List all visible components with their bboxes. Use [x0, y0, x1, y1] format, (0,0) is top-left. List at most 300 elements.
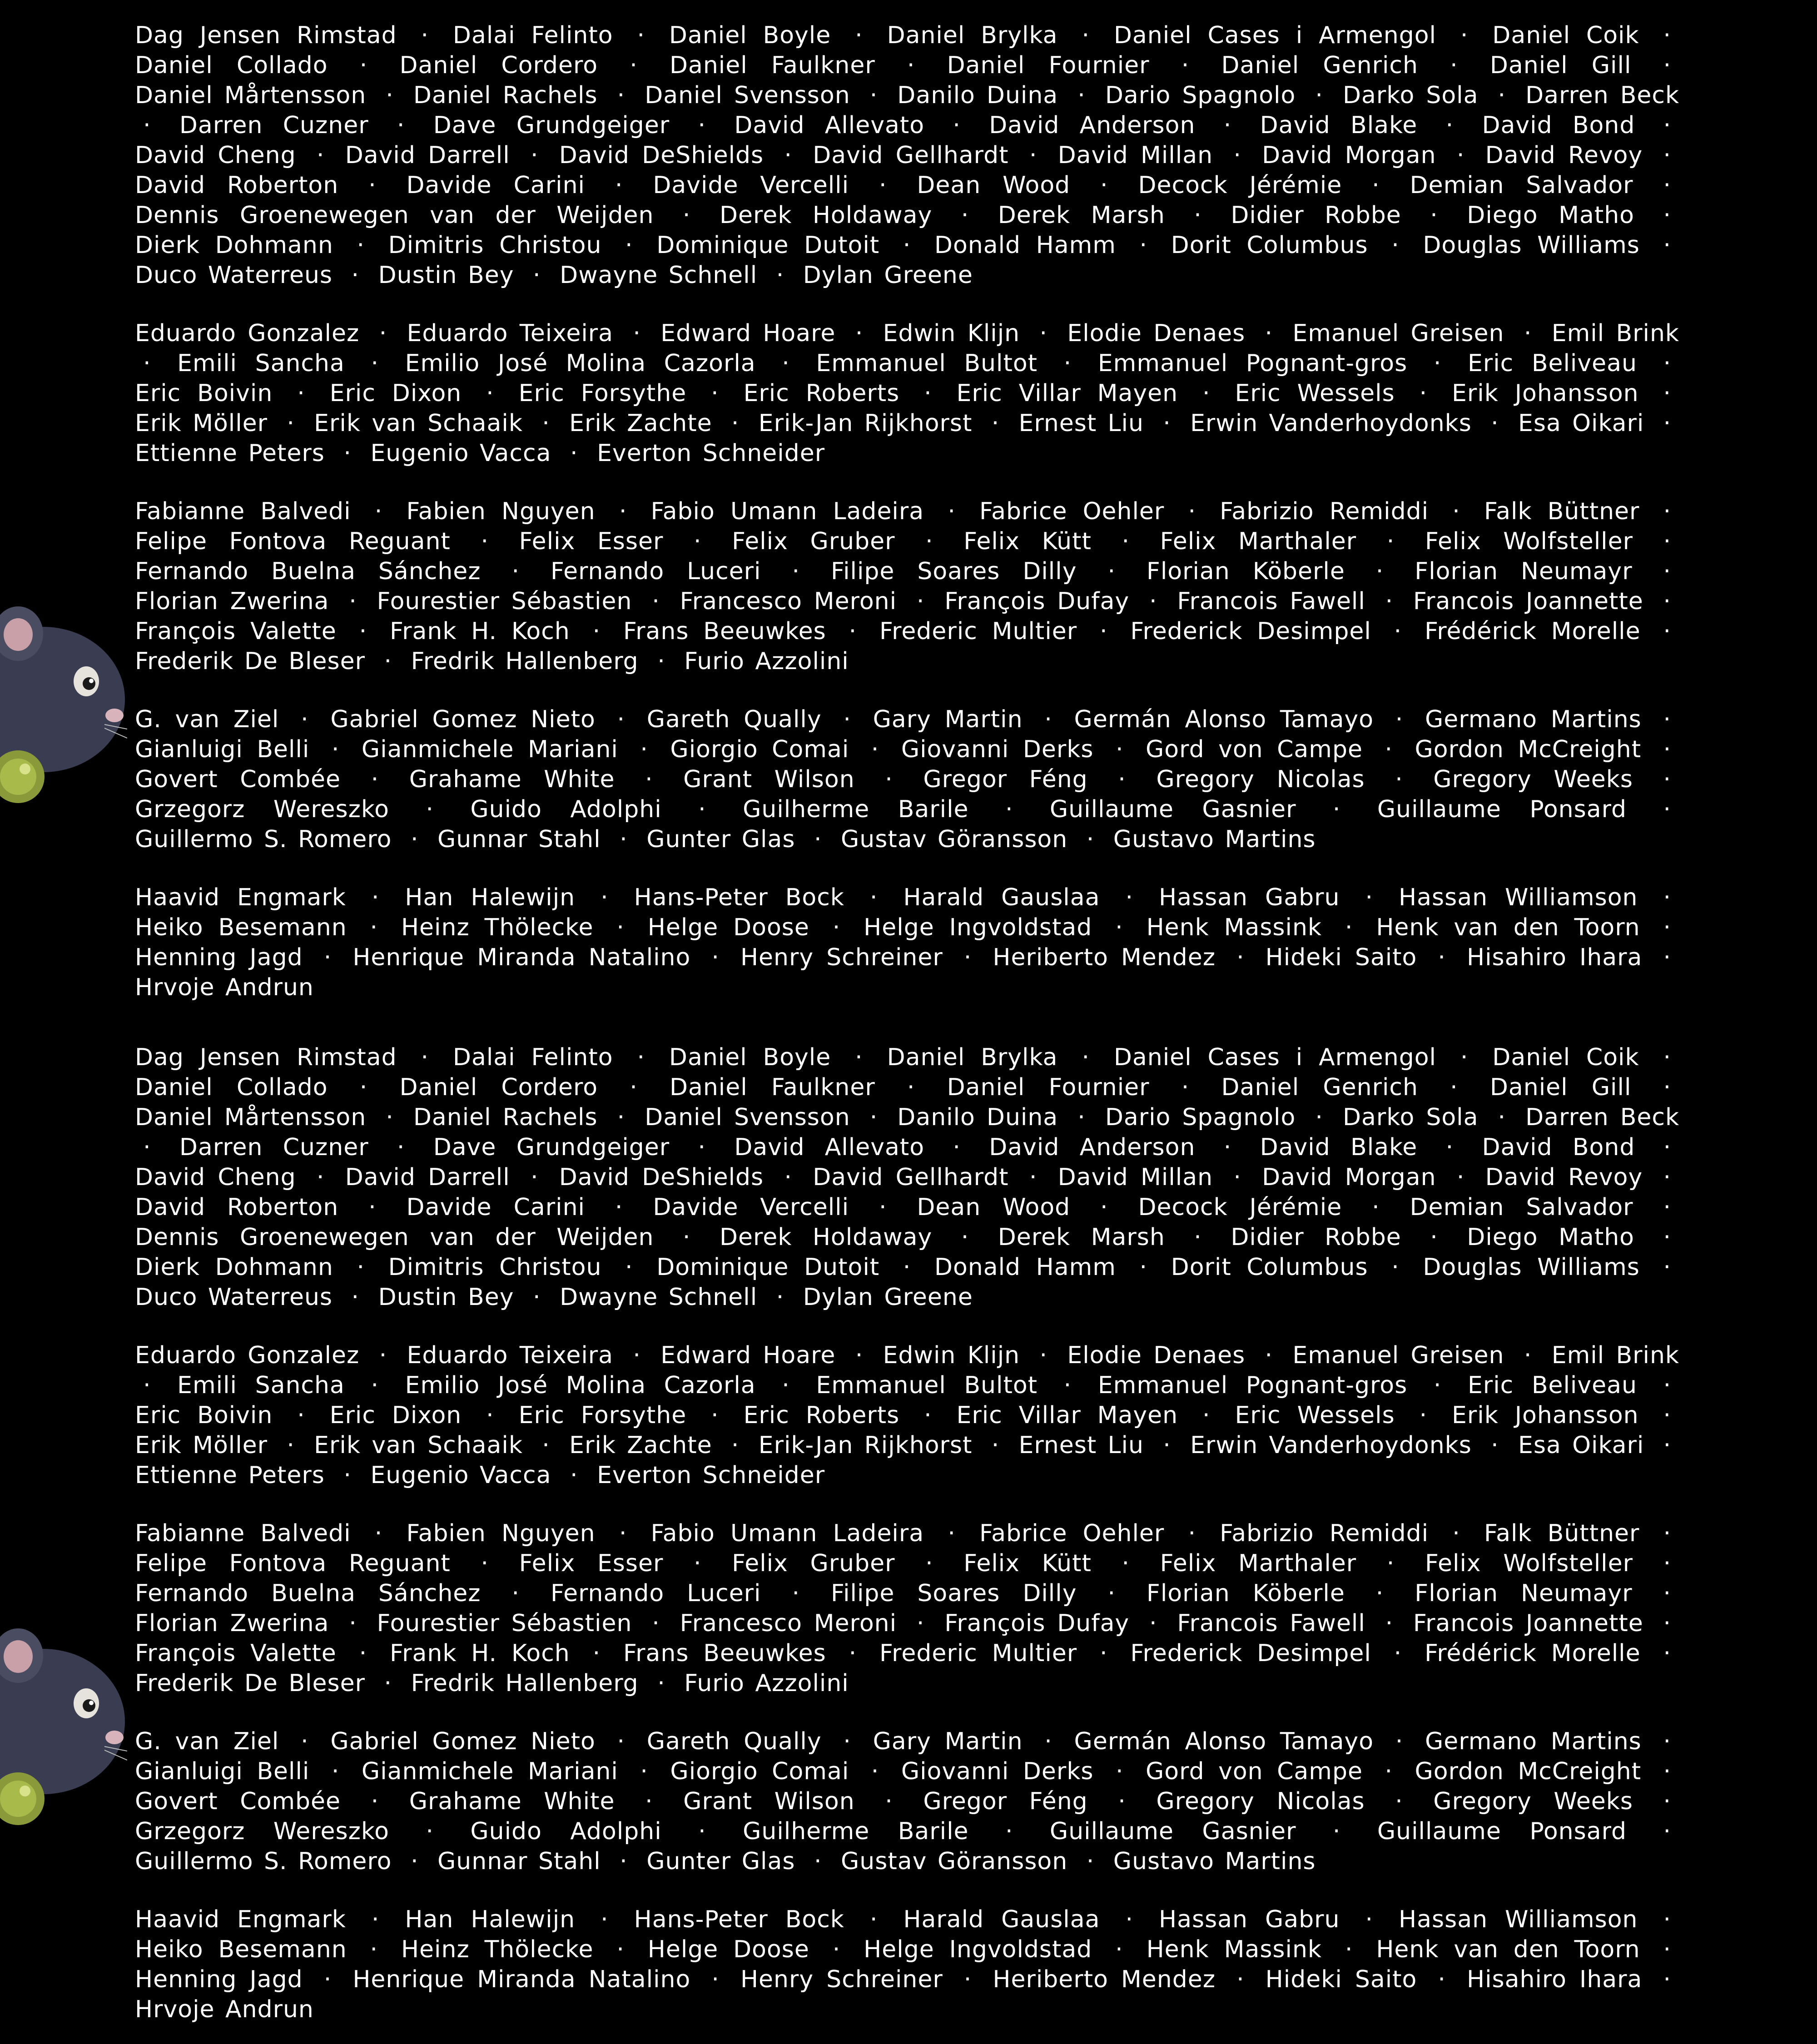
name-separator: · — [948, 1520, 956, 1547]
name-separator: · — [731, 410, 740, 437]
name-separator: · — [617, 1104, 626, 1131]
name-separator: · — [1663, 1788, 1672, 1815]
name-separator: · — [1122, 528, 1130, 555]
credit-name: Guillermo S. Romero — [135, 1848, 392, 1875]
name-separator: · — [397, 1134, 405, 1161]
name-separator: · — [1107, 558, 1116, 585]
credit-name: Gustavo Martins — [1113, 1848, 1316, 1875]
name-separator: · — [903, 1254, 911, 1281]
name-separator: · — [1005, 796, 1013, 823]
credit-name: Demian Salvador — [1410, 1194, 1633, 1221]
credit-name: Fernando Luceri — [551, 558, 761, 585]
credit-name: Grahame White — [409, 1788, 615, 1815]
name-separator: · — [963, 1966, 972, 1993]
credit-name: David Roberton — [135, 172, 339, 199]
credit-name: Eric Boivin — [135, 1402, 273, 1429]
name-separator: · — [511, 1580, 520, 1607]
credit-name: David Darrell — [345, 142, 510, 169]
credit-name: Eric Beliveau — [1467, 1372, 1637, 1399]
credit-name: Dag Jensen Rimstad — [135, 1044, 397, 1071]
name-separator: · — [511, 558, 520, 585]
name-separator: · — [782, 350, 790, 377]
name-separator: · — [384, 1670, 392, 1697]
name-separator: · — [832, 1936, 841, 1963]
name-separator: · — [1100, 1194, 1108, 1221]
name-separator: · — [682, 202, 691, 229]
credit-name: Daniel Cases i Armengol — [1113, 1044, 1436, 1071]
name-separator: · — [619, 498, 627, 525]
name-separator: · — [1663, 588, 1672, 615]
credit-name: Eduardo Teixeira — [407, 1342, 614, 1369]
credit-name: David Anderson — [989, 112, 1196, 139]
name-separator: · — [1663, 1520, 1672, 1547]
credit-name: Henning Jagd — [135, 944, 303, 971]
credit-name: Decock Jérémie — [1138, 172, 1342, 199]
credit-name: Falk Büttner — [1484, 1520, 1640, 1547]
name-separator: · — [907, 1074, 915, 1101]
credit-name: Frederik De Bleser — [135, 648, 365, 675]
credits-group — [135, 1518, 1679, 1698]
name-separator: · — [1524, 1342, 1532, 1369]
name-separator: · — [530, 142, 539, 169]
name-separator: · — [1445, 112, 1454, 139]
credit-name: David Allevato — [734, 1134, 925, 1161]
credit-name: Henrique Miranda Natalino — [352, 944, 691, 971]
name-separator: · — [630, 1074, 638, 1101]
name-separator: · — [698, 1134, 706, 1161]
credit-name: David Morgan — [1262, 142, 1436, 169]
credit-name: Hideki Saito — [1265, 1966, 1417, 1993]
name-separator: · — [1332, 796, 1341, 823]
credit-name: Emanuel Greisen — [1292, 320, 1504, 347]
credit-name: Fabien Nguyen — [406, 1520, 596, 1547]
credit-name: Hassan Williamson — [1399, 1906, 1638, 1933]
name-separator: · — [1315, 82, 1323, 109]
name-separator: · — [301, 1728, 309, 1755]
name-separator: · — [1181, 1074, 1190, 1101]
credit-name: David Allevato — [734, 112, 925, 139]
credit-name: Florian Neumayr — [1415, 558, 1633, 585]
credit-name: Ettienne Peters — [135, 1462, 325, 1489]
name-separator: · — [143, 1134, 151, 1161]
credit-name: Dimitris Christou — [388, 232, 602, 259]
name-separator: · — [1082, 1044, 1090, 1071]
credit-name: Guilherme Barile — [743, 1818, 969, 1845]
name-separator: · — [784, 1164, 792, 1191]
credits-group — [135, 20, 1679, 290]
name-separator: · — [916, 588, 925, 615]
name-separator: · — [1663, 796, 1672, 823]
credit-name: Emmanuel Pognant-gros — [1097, 350, 1408, 377]
credit-name: Eric Forsythe — [518, 380, 687, 407]
name-separator: · — [792, 558, 800, 585]
credit-name: Eduardo Gonzalez — [135, 320, 360, 347]
name-separator: · — [421, 1044, 429, 1071]
credit-name: Fabianne Balvedi — [135, 1520, 351, 1547]
name-separator: · — [410, 1848, 419, 1875]
credit-name: Frederick Desimpel — [1130, 618, 1371, 645]
credit-name: Dylan Greene — [803, 1284, 973, 1311]
name-separator: · — [1663, 528, 1672, 555]
credit-name: Davide Carini — [406, 172, 585, 199]
name-separator: · — [1419, 1402, 1428, 1429]
credit-name: Hisahiro Ihara — [1466, 1966, 1643, 1993]
credit-name: Erik-Jan Rijkhorst — [758, 410, 973, 437]
name-separator: · — [1663, 1580, 1672, 1607]
credit-name: Gianmichele Mariani — [361, 736, 618, 763]
credit-name: Daniel Svensson — [645, 1104, 850, 1131]
name-separator: · — [776, 262, 784, 289]
name-separator: · — [368, 1194, 377, 1221]
credit-name: Darko Sola — [1342, 1104, 1479, 1131]
credit-name: Gregory Nicolas — [1156, 1788, 1365, 1815]
credit-name: Furio Azzolini — [684, 1670, 849, 1697]
credit-name: Francesco Meroni — [680, 588, 897, 615]
name-separator: · — [343, 1462, 352, 1489]
name-separator: · — [1663, 410, 1672, 437]
credit-name: Daniel Faulkner — [669, 1074, 875, 1101]
credit-name: Derek Marsh — [998, 202, 1165, 229]
name-separator: · — [814, 1848, 822, 1875]
name-separator: · — [410, 826, 419, 853]
name-separator: · — [871, 1758, 879, 1785]
name-separator: · — [1236, 944, 1245, 971]
credit-name: Han Halewijn — [405, 1906, 576, 1933]
name-separator: · — [991, 410, 1000, 437]
name-separator: · — [1663, 1906, 1671, 1933]
credit-name: Donald Hamm — [934, 232, 1116, 259]
name-separator: · — [617, 82, 626, 109]
credit-name: Dorit Columbus — [1171, 232, 1368, 259]
name-separator: · — [657, 648, 665, 675]
credit-name: Heriberto Mendez — [993, 1966, 1216, 1993]
credit-name: Daniel Boyle — [669, 22, 831, 49]
credit-name: G. van Ziel — [135, 706, 279, 733]
credit-name: Gabriel Gomez Nieto — [330, 1728, 596, 1755]
name-separator: · — [1202, 1402, 1211, 1429]
credit-name: Govert Combée — [135, 1788, 341, 1815]
credit-name: Erik Zachte — [569, 410, 712, 437]
name-separator: · — [640, 736, 648, 763]
name-separator: · — [1663, 944, 1671, 971]
credit-name: Dennis Groenewegen van der Weijden — [135, 202, 654, 229]
name-separator: · — [1395, 1788, 1403, 1815]
name-separator: · — [1430, 202, 1438, 229]
credit-name: Florian Zwerina — [135, 1610, 329, 1637]
name-separator: · — [1375, 1580, 1384, 1607]
name-separator: · — [1063, 350, 1072, 377]
name-separator: · — [630, 52, 638, 79]
name-separator: · — [1498, 1104, 1506, 1131]
mouse-mascot-icon — [0, 602, 127, 829]
name-separator: · — [1044, 706, 1052, 733]
name-separator: · — [1372, 172, 1380, 199]
credit-name: Frank H. Koch — [390, 1640, 570, 1667]
credit-name: Henry Schreiner — [740, 944, 943, 971]
credit-name: Daniel Coik — [1492, 22, 1639, 49]
credit-name: Henk van den Toorn — [1376, 1936, 1640, 1963]
name-separator: · — [426, 796, 434, 823]
credit-name: Eric Wessels — [1235, 380, 1395, 407]
credits-group — [135, 704, 1679, 854]
name-separator: · — [1118, 1788, 1126, 1815]
credit-name: Dylan Greene — [803, 262, 973, 289]
credit-name: Felix Marthaler — [1160, 1550, 1357, 1577]
credit-name: Fourestier Sébastien — [377, 1610, 632, 1637]
name-separator: · — [637, 22, 645, 49]
credit-name: Felipe Fontova Reguant — [135, 1550, 451, 1577]
name-separator: · — [371, 1372, 379, 1399]
credit-name: Fredrik Hallenberg — [411, 1670, 639, 1697]
credit-name: Fabianne Balvedi — [135, 498, 351, 525]
credit-name: Grzegorz Wereszko — [135, 1818, 389, 1845]
credit-name: Giorgio Comai — [670, 1758, 849, 1785]
credit-name: Eric Dixon — [329, 1402, 462, 1429]
name-separator: · — [374, 498, 383, 525]
name-separator: · — [633, 320, 641, 347]
name-separator: · — [711, 1966, 720, 1993]
credit-name: Fabio Umann Ladeira — [650, 498, 924, 525]
credit-name: Dalai Felinto — [452, 1044, 613, 1071]
name-separator: · — [1077, 1104, 1086, 1131]
name-separator: · — [1395, 1728, 1404, 1755]
credit-name: Daniel Cordero — [399, 1074, 598, 1101]
credit-name: Daniel Faulkner — [669, 52, 875, 79]
name-separator: · — [1386, 1550, 1395, 1577]
name-separator: · — [652, 588, 660, 615]
name-separator: · — [143, 112, 151, 139]
name-separator: · — [1663, 1134, 1672, 1161]
credit-name: Emmanuel Pognant-gros — [1097, 1372, 1408, 1399]
credit-name: Grant Wilson — [683, 766, 855, 793]
credit-name: Felix Kütt — [963, 528, 1092, 555]
name-separator: · — [1163, 410, 1171, 437]
credit-name: Dierk Dohmann — [135, 1254, 333, 1281]
name-separator: · — [1194, 202, 1202, 229]
credit-name: Erik Zachte — [569, 1432, 712, 1459]
credit-name: Dorit Columbus — [1171, 1254, 1368, 1281]
name-separator: · — [533, 262, 541, 289]
credit-name: David Millan — [1057, 142, 1213, 169]
credit-name: Henk Massink — [1146, 914, 1322, 941]
credit-name: Gary Martin — [873, 706, 1023, 733]
credit-name: Gregory Weeks — [1433, 766, 1633, 793]
name-separator: · — [879, 172, 887, 199]
name-separator: · — [869, 1906, 878, 1933]
credit-name: Fabrizio Remiddi — [1220, 1520, 1429, 1547]
name-separator: · — [1430, 1224, 1438, 1251]
name-separator: · — [869, 82, 878, 109]
credit-name: Florian Köberle — [1146, 1580, 1345, 1607]
name-separator: · — [925, 1550, 933, 1577]
credit-name: Henk van den Toorn — [1376, 914, 1640, 941]
credit-name: Daniel Coik — [1492, 1044, 1639, 1071]
name-separator: · — [1663, 1610, 1672, 1637]
name-separator: · — [1063, 1372, 1072, 1399]
credit-name: Demian Salvador — [1410, 172, 1633, 199]
name-separator: · — [645, 766, 653, 793]
credit-name: Emanuel Greisen — [1292, 1342, 1504, 1369]
credit-name: Hassan Williamson — [1399, 884, 1638, 911]
credit-name: Darren Beck — [1525, 1104, 1680, 1131]
credit-name: Edwin Klijn — [883, 1342, 1020, 1369]
credit-name: Eric Roberts — [743, 380, 900, 407]
credit-name: Gunnar Stahl — [437, 826, 601, 853]
name-separator: · — [1456, 1164, 1465, 1191]
credit-name: Edward Hoare — [660, 1342, 836, 1369]
credit-name: Guido Adolphi — [470, 1818, 662, 1845]
credit-name: Felix Esser — [519, 1550, 664, 1577]
credit-name: Guillaume Ponsard — [1377, 796, 1627, 823]
credit-name: Gregory Weeks — [1433, 1788, 1633, 1815]
credit-name: Daniel Svensson — [645, 82, 850, 109]
credit-name: Fernando Luceri — [551, 1580, 761, 1607]
credit-name: Davide Vercelli — [653, 172, 849, 199]
credit-name: Danilo Duina — [897, 1104, 1058, 1131]
name-separator: · — [386, 82, 394, 109]
credit-name: Daniel Gill — [1489, 1074, 1632, 1101]
name-separator: · — [616, 914, 625, 941]
name-separator: · — [991, 1432, 1000, 1459]
name-separator: · — [1223, 1134, 1232, 1161]
mouse-mascot-icon — [0, 1624, 127, 1851]
credit-name: Dustin Bey — [378, 262, 514, 289]
name-separator: · — [1086, 826, 1095, 853]
credit-name: Dominique Dutoit — [656, 232, 880, 259]
name-separator: · — [1202, 380, 1211, 407]
name-separator: · — [1188, 1520, 1196, 1547]
name-separator: · — [1663, 706, 1672, 733]
name-separator: · — [370, 914, 378, 941]
name-separator: · — [1433, 1372, 1442, 1399]
credit-name: Guillaume Ponsard — [1377, 1818, 1627, 1845]
credit-name: Eugenio Vacca — [370, 440, 551, 467]
credit-name: Gordon McCreight — [1415, 736, 1642, 763]
name-separator: · — [1452, 1520, 1460, 1547]
name-separator: · — [297, 380, 305, 407]
credit-name: Felix Wolfsteller — [1425, 1550, 1633, 1577]
credit-name: Dave Grundgeiger — [433, 112, 670, 139]
name-separator: · — [1029, 1164, 1038, 1191]
credit-name: Han Halewijn — [405, 884, 576, 911]
name-separator: · — [711, 1402, 719, 1429]
credit-name: Darren Cuzner — [179, 1134, 369, 1161]
name-separator: · — [359, 1074, 368, 1101]
credit-name: Daniel Brylka — [887, 1044, 1058, 1071]
credit-name: Fernando Buelna Sánchez — [135, 1580, 481, 1607]
name-separator: · — [1663, 1074, 1672, 1101]
credit-name: David Millan — [1057, 1164, 1213, 1191]
credit-name: Fabien Nguyen — [406, 498, 596, 525]
credit-name: Henry Schreiner — [740, 1966, 943, 1993]
name-separator: · — [1385, 736, 1393, 763]
credit-name: David Cheng — [135, 142, 296, 169]
credit-name: Gary Martin — [873, 1728, 1023, 1755]
name-separator: · — [143, 1372, 151, 1399]
name-separator: · — [1491, 1432, 1499, 1459]
name-separator: · — [1663, 914, 1672, 941]
credit-name: Darren Beck — [1525, 82, 1680, 109]
name-separator: · — [301, 706, 309, 733]
name-separator: · — [832, 914, 841, 941]
name-separator: · — [1265, 320, 1273, 347]
name-separator: · — [1663, 202, 1672, 229]
name-separator: · — [1395, 766, 1403, 793]
credit-name: Guillaume Gasnier — [1049, 1818, 1296, 1845]
credit-name: David Blake — [1260, 1134, 1418, 1161]
name-separator: · — [963, 944, 972, 971]
name-separator: · — [855, 320, 864, 347]
credit-name: Diego Matho — [1467, 1224, 1634, 1251]
credit-name: Florian Köberle — [1146, 558, 1345, 585]
credit-name: Eric Beliveau — [1467, 350, 1637, 377]
credit-name: Guido Adolphi — [470, 796, 662, 823]
credit-name: Grzegorz Wereszko — [135, 796, 389, 823]
credit-name: Eugenio Vacca — [370, 1462, 551, 1489]
credit-name: Fabrice Oehler — [979, 1520, 1165, 1547]
name-separator: · — [1663, 1936, 1672, 1963]
name-separator: · — [1460, 22, 1469, 49]
name-separator: · — [1663, 1254, 1671, 1281]
credit-name: Davide Carini — [406, 1194, 585, 1221]
name-separator: · — [533, 1284, 541, 1311]
credit-name: Gareth Qually — [646, 1728, 822, 1755]
name-separator: · — [1149, 1610, 1157, 1637]
credit-name: Francois Fawell — [1177, 1610, 1365, 1637]
name-separator: · — [1100, 172, 1108, 199]
credit-name: David Gellhardt — [813, 1164, 1009, 1191]
name-separator: · — [1663, 1550, 1672, 1577]
credit-name: Grant Wilson — [683, 1788, 855, 1815]
name-separator: · — [855, 1342, 864, 1369]
name-separator: · — [1391, 232, 1400, 259]
credit-name: Erik van Schaaik — [314, 1432, 523, 1459]
name-separator: · — [617, 1728, 626, 1755]
credit-name: Daniel Cases i Armengol — [1113, 22, 1436, 49]
credit-name: Francesco Meroni — [680, 1610, 897, 1637]
credit-name: Gustav Göransson — [841, 826, 1068, 853]
name-separator: · — [601, 1906, 609, 1933]
name-separator: · — [1233, 142, 1241, 169]
name-separator: · — [1115, 1758, 1124, 1785]
name-separator: · — [368, 172, 377, 199]
credit-name: Erik Johansson — [1452, 1402, 1639, 1429]
credit-name: Hisahiro Ihara — [1466, 944, 1643, 971]
name-separator: · — [1433, 350, 1442, 377]
credit-name: David Cheng — [135, 1164, 296, 1191]
name-separator: · — [1223, 112, 1232, 139]
credit-name: Dustin Bey — [378, 1284, 514, 1311]
credit-name: Derek Marsh — [998, 1224, 1165, 1251]
name-separator: · — [849, 618, 857, 645]
credit-name: Florian Zwerina — [135, 588, 329, 615]
credit-name: Daniel Mårtensson — [135, 82, 367, 109]
name-separator: · — [1663, 1372, 1672, 1399]
name-separator: · — [1365, 1906, 1374, 1933]
credit-name: Frederick Desimpel — [1130, 1640, 1371, 1667]
name-separator: · — [1125, 884, 1134, 911]
name-separator: · — [481, 1550, 489, 1577]
name-separator: · — [397, 112, 405, 139]
credit-name: Haavid Engmark — [135, 1906, 346, 1933]
name-separator: · — [916, 1610, 925, 1637]
credit-name: Edwin Klijn — [883, 320, 1020, 347]
name-separator: · — [1391, 1254, 1400, 1281]
credit-name: Erik Möller — [135, 1432, 268, 1459]
credit-name: Harald Gauslaa — [903, 1906, 1100, 1933]
credits-text — [135, 1042, 1679, 2044]
name-separator: · — [349, 1610, 357, 1637]
